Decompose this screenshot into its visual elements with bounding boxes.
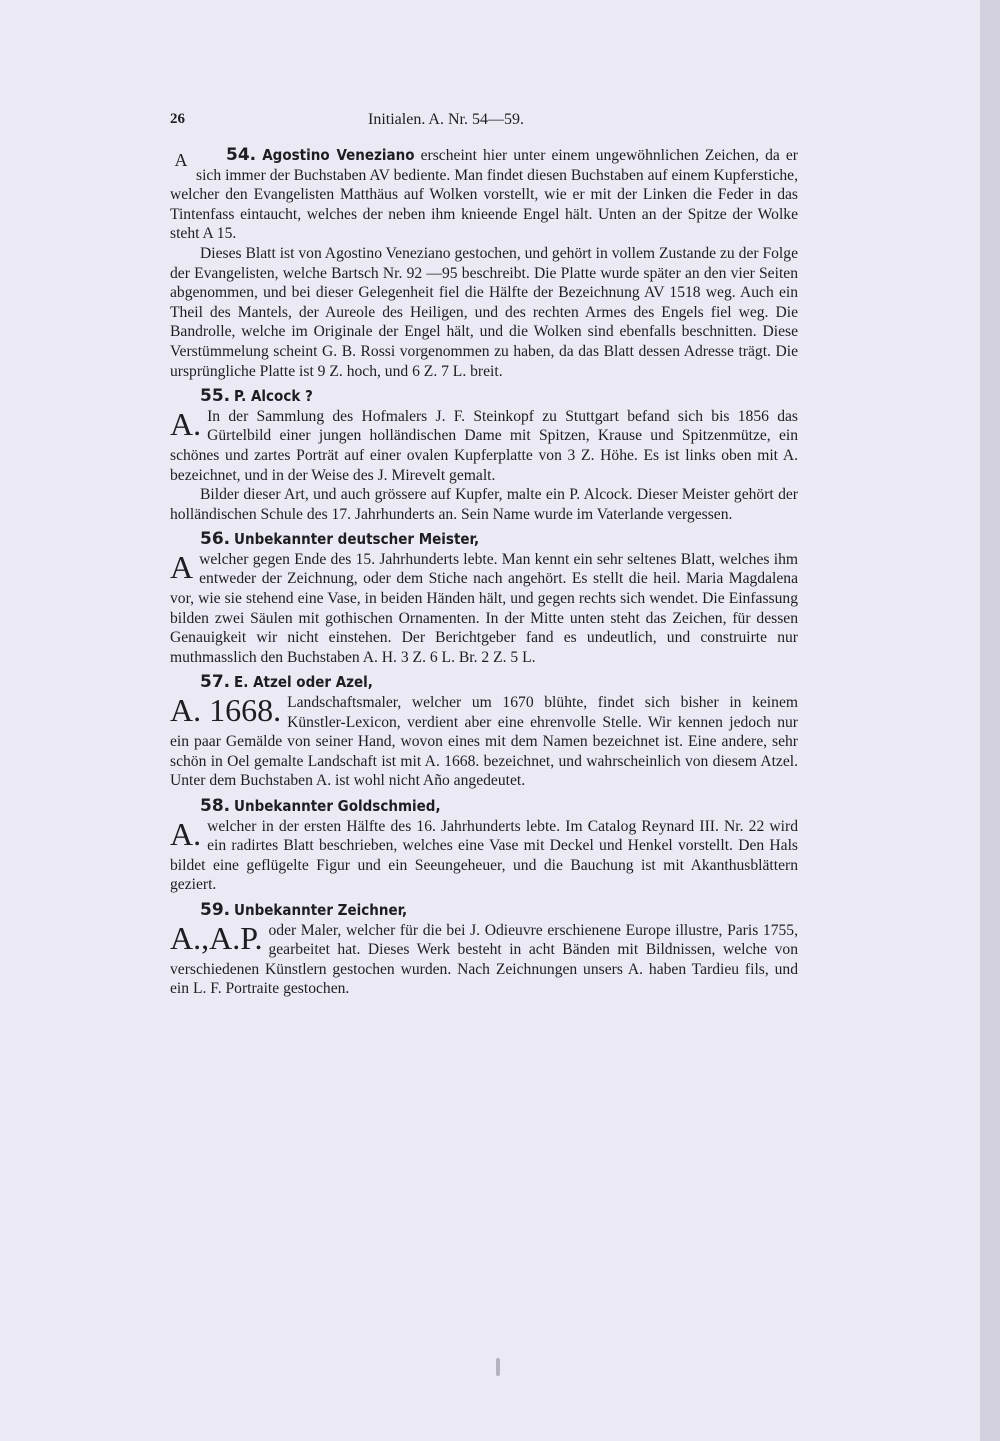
entry-number: 58. — [200, 796, 231, 816]
artist-name: Agostino Veneziano — [262, 146, 415, 164]
entry-heading — [170, 901, 798, 921]
entry-number: 55. — [200, 386, 231, 407]
monogram-mark: A — [170, 548, 194, 585]
entry-paragraph: Dieses Blatt ist von Agostino Veneziano gestochen, und gehört in vollem Zustande zu der Folge der Evangelisten, welche Bartsch Nr. 92 —95 beschreibt. Die Platte wurde später an den vier Seiten abgenommen, und bei dieser Gelegenheit fiel die Hälfte der Bezeichnung AV 1518 weg. Auch ein Theil des Mantels, der Aureole des Heiligen, und des rechten Armes des Engels fiel weg. Die Bandrolle, welche im Originale der Engel hält, und die Wolken sind ebenfalls beschnitten. Diese Verstümmelung scheint G. B. Rossi vorgenommen zu haben, da das Blatt dessen Adresse trägt. Die ursprüngliche Platte ist 9 Z. hoch, und 6 Z. 7 L. breit. — [170, 244, 798, 380]
entry-heading — [170, 797, 798, 817]
entry-paragraph: Bilder dieser Art, und auch grössere auf Kupfer, malte ein P. Alcock. Dieser Meister gehört der holländischen Schule des 17. Jahrhunderts an. Sein Name wurde im Vaterlande vergessen. — [170, 486, 798, 523]
entry-text: erscheint hier unter einem ungewöhnlichen Zeichen, da er sich immer der Buchstaben AV bediente. Man findet diesen Buchstaben auf einem Kupferstiche, welcher den Evangelisten Matthäus auf Wolken vorstellt, wie er mit der Linken die Feder in das Tintenfass eintaucht, welches der neben ihm knieende Engel hält. Unten an der Spitze der Wolke steht A 15. — [170, 147, 799, 243]
monogram-mark: A. 1668. — [170, 692, 282, 729]
monogram-mark: A. — [170, 815, 202, 852]
entry-57 — [170, 673, 798, 791]
entry-number: 57. — [200, 672, 231, 693]
entry-paragraph: welcher gegen Ende des 15. Jahrhunderts lebte. Man kennt ein sehr seltenes Blatt, welches ihm entweder der Zeichnung, oder dem Stiche nach angehört. Es stellt die heil. Maria Magdalena vor, wie sie stehend eine Vase, in beiden Händen hält, und gegen rechts sich wendet. Die Einfassung bilden zwei Säulen mit gothischen Ornamenten. In der Mitte unten steht das Zeichen, für dessen Genauigkeit wir nicht einstehen. Der Berichtgeber fand es undeutlich, und construirte nur muthmasslich den Buchstaben A. H. 3 Z. 6 L. Br. 2 Z. 5 L. — [170, 550, 798, 666]
monogram-mark: A — [174, 150, 188, 170]
entry-heading — [170, 673, 798, 693]
entry-54 — [170, 146, 798, 381]
entry-number: 59. — [200, 899, 231, 920]
entry-paragraph: oder Maler, welcher für die bei J. Odieuvre erschienene Europe illustre, Paris 1755, gearbeitet hat. Dieses Werk besteht in acht Bänden mit Bildnissen, welche von verschiedenen Künstlern gestochen wurden. Nach Zeichnungen unsers A. haben Tardieu fils, und ein L. F. Portraite gestochen. — [170, 921, 798, 998]
entry-number: 54. — [226, 145, 257, 165]
running-head: Initialen. A. Nr. 54—59. — [368, 111, 524, 128]
monogram-mark: A. — [170, 405, 202, 442]
artist-name: Unbekannter Zeichner, — [234, 900, 408, 919]
artist-name: Unbekannter deutscher Meister, — [234, 530, 480, 549]
entry-number: 56. — [200, 529, 231, 550]
artist-name: E. Atzel oder Azel, — [234, 673, 373, 692]
entry-heading — [170, 387, 798, 407]
page-content — [170, 110, 798, 1005]
entry-56 — [170, 530, 798, 667]
entry-paragraph: welcher in der ersten Hälfte des 16. Jahrhunderts lebte. Im Catalog Reynard III. Nr. 22 wird ein radirtes Blatt beschrieben, welches eine Vase mit Deckel und Henkel vorstellt. Den Hals bildet eine geflügelte Figur und ein Seeungeheuer, und die Bauchung ist mit Akanthusblättern geziert. — [170, 817, 798, 894]
artist-name: P. Alcock ? — [234, 387, 313, 406]
entry-paragraph: Landschaftsmaler, welcher um 1670 blühte, findet sich bisher in keinem Künstler-Lexicon, verdient aber eine ehrenvolle Stelle. Wir kennen jedoch nur ein paar Gemälde von seiner Hand, wovon eines mit dem Namen bezeichnet ist. Eine andere, sehr schön in Oel gemalte Landschaft ist mit A. 1668. bezeichnet, und wahrscheinlich von diesem Atzel. Unter dem Buchstaben A. ist wohl nicht Año angedeutet. — [170, 694, 798, 790]
entry-paragraph — [170, 146, 798, 244]
library-stamp — [496, 1358, 500, 1376]
monogram-mark: A.,A.P. — [170, 919, 263, 956]
entry-paragraph: In der Sammlung des Hofmalers J. F. Steinkopf zu Stuttgart befand sich bis 1856 das Gürtelbild einer jungen holländischen Dame mit Spitzen, Krause und Spitzenmütze, ein schönes und zartes Porträt auf einer ovalen Kupferplatte von 3 Z. Höhe. Es ist links oben mit A. bezeichnet, und in der Weise des J. Mirevelt gemalt. — [170, 407, 798, 484]
entry-58 — [170, 797, 798, 895]
page-number: 26 — [170, 111, 185, 127]
page-edge — [980, 0, 1000, 1441]
entry-55 — [170, 387, 798, 524]
page-header — [170, 110, 798, 134]
entry-heading — [170, 530, 798, 550]
entry-59 — [170, 901, 798, 999]
artist-name: Unbekannter Goldschmied, — [234, 797, 441, 815]
